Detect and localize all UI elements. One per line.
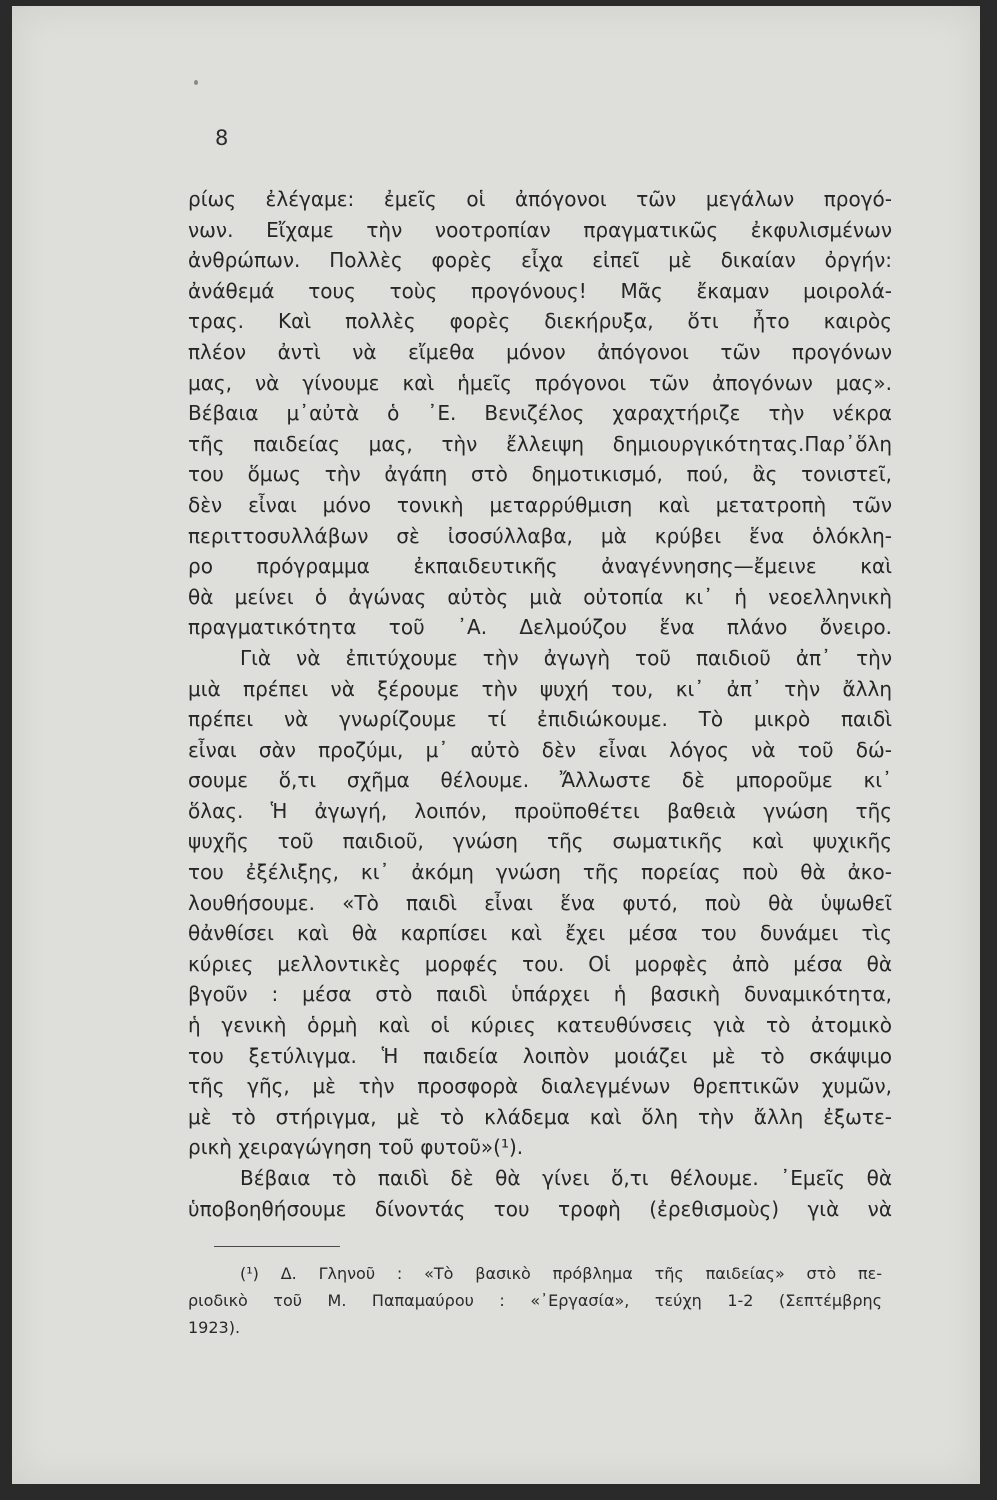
page-number: 8 — [215, 126, 229, 150]
body-text — [188, 184, 892, 1224]
text-line: ἀνθρώπων. Πολλὲς φορὲς εἶχα εἰπεῖ μὲ δικαίαν ὀργήν: — [188, 248, 892, 273]
text-line: πρέπει νὰ γνωρίζουμε τί ἐπιδιώκουμε. Τὸ μικρὸ παιδὶ — [188, 707, 892, 732]
text-line: σουμε ὅ,τι σχῆμα θέλουμε. Ἄλλωστε δὲ μποροῦμε κι᾽ — [188, 768, 892, 793]
text-line: μας, νὰ γίνουμε καὶ ἡμεῖς πρόγονοι τῶν ἀπογόνων μας». — [188, 370, 892, 395]
footnote-divider — [214, 1246, 340, 1247]
text-line: ψυχῆς τοῦ παιδιοῦ, γνώση τῆς σωματικῆς καὶ ψυχικῆς — [188, 829, 892, 854]
text-line: ρο πρόγραμμα ἐκπαιδευτικῆς ἀναγέννησης—ἔμεινε καὶ — [188, 554, 892, 579]
text-line: πραγματικότητα τοῦ ᾽Α. Δελμούζου ἕνα πλάνο ὄνειρο. — [188, 615, 892, 640]
book-page — [12, 6, 980, 1484]
text-line: εἶναι σὰν προζύμι, μ᾽ αὐτὸ δὲν εἶναι λόγος νὰ τοῦ δώ- — [188, 737, 892, 762]
text-line: τρας. Καὶ πολλὲς φορὲς διεκήρυξα, ὅτι ἦτο καιρὸς — [188, 309, 892, 334]
text-line: του ὅμως τὴν ἀγάπη στὸ δημοτικισμό, πού, ἂς τονιστεῖ, — [188, 462, 892, 487]
text-line: τῆς παιδείας μας, τὴν ἔλλειψη δημιουργικότητας.Παρ᾽ὅλη — [188, 431, 892, 456]
text-line: του ἐξέλιξης, κι᾽ ἀκόμη γνώση τῆς πορείας ποὺ θὰ ἀκο- — [188, 860, 892, 885]
text-line: νων. Εἴχαμε τὴν νοοτροπίαν πραγματικῶς ἐκφυλισμένων — [188, 217, 892, 242]
text-line: πλέον ἀντὶ νὰ εἴμεθα μόνον ἀπόγονοι τῶν προγόνων — [188, 339, 892, 364]
text-line: Βέβαια μ᾽αὐτὰ ὁ ᾽Ε. Βενιζέλος χαραχτήριζε τὴν νέκρα — [188, 401, 892, 426]
text-line: Γιὰ νὰ ἐπιτύχουμε τὴν ἀγωγὴ τοῦ παιδιοῦ ἀπ᾽ τὴν — [240, 645, 892, 670]
paper-speck — [194, 80, 198, 85]
text-line: βγοῦν : μέσα στὸ παιδὶ ὑπάρχει ἡ βασικὴ δυναμικότητα, — [188, 982, 892, 1007]
footnote-line: ριοδικὸ τοῦ Μ. Παπαμαύρου : «᾽Εργασία», τεύχη 1-2 (Σεπτέμβρης — [188, 1291, 882, 1310]
text-line: μὲ τὸ στήριγμα, μὲ τὸ κλάδεμα καὶ ὅλη τὴν ἄλλη ἐξωτε- — [188, 1104, 892, 1129]
footnote-line: (¹) Δ. Γληνοῦ : «Τὸ βασικὸ πρόβλημα τῆς παιδείας» στὸ πε- — [240, 1264, 882, 1283]
text-line: κύριες μελλοντικὲς μορφές του. Οἱ μορφὲς ἀπὸ μέσα θὰ — [188, 951, 892, 976]
footnote — [188, 1260, 882, 1341]
text-line: ἡ γενικὴ ὁρμὴ καὶ οἱ κύριες κατευθύνσεις γιὰ τὸ ἀτομικὸ — [188, 1013, 892, 1038]
text-line: του ξετύλιγμα. Ἡ παιδεία λοιπὸν μοιάζει μὲ τὸ σκάψιμο — [188, 1043, 892, 1068]
text-line: θἀνθίσει καὶ θὰ καρπίσει καὶ ἔχει μέσα του δυνάμει τὶς — [188, 921, 892, 946]
text-line: ὅλας. Ἡ ἀγωγή, λοιπόν, προϋποθέτει βαθειὰ γνώση τῆς — [188, 798, 892, 823]
text-line: ρίως ἐλέγαμε: ἐμεῖς οἱ ἀπόγονοι τῶν μεγάλων προγό- — [188, 187, 892, 211]
text-line: ἀνάθεμά τους τοὺς προγόνους! Μᾶς ἔκαμαν μοιρολά- — [188, 278, 892, 303]
text-line: δὲν εἶναι μόνο τονικὴ μεταρρύθμιση καὶ μετατροπὴ τῶν — [188, 492, 892, 517]
text-line: περιττοσυλλάβων σὲ ἰσοσύλλαβα, μὰ κρύβει ἕνα ὁλόκλη- — [188, 523, 892, 548]
footnote-line: 1923). — [188, 1318, 241, 1337]
text-line: λουθήσουμε. «Τὸ παιδὶ εἶναι ἕνα φυτό, ποὺ θὰ ὑψωθεῖ — [188, 890, 892, 915]
text-line: μιὰ πρέπει νὰ ξέρουμε τὴν ψυχή του, κι᾽ ἀπ᾽ τὴν ἄλλη — [188, 676, 892, 701]
text-line: Βέβαια τὸ παιδὶ δὲ θὰ γίνει ὅ,τι θέλουμε. ᾽Εμεῖς θὰ — [240, 1166, 892, 1190]
text-line: ρικὴ χειραγώγηση τοῦ φυτοῦ»(¹). — [188, 1135, 524, 1160]
text-line: θὰ μείνει ὁ ἀγώνας αὐτὸς μιὰ οὐτοπία κι᾽ ἡ νεοελληνικὴ — [188, 584, 892, 609]
text-line: τῆς γῆς, μὲ τὴν προσφορὰ διαλεγμένων θρεπτικῶν χυμῶν, — [188, 1074, 892, 1099]
text-line: ὑποβοηθήσουμε δίνοντάς του τροφὴ (ἐρεθισμοὺς) γιὰ νὰ — [188, 1196, 892, 1221]
